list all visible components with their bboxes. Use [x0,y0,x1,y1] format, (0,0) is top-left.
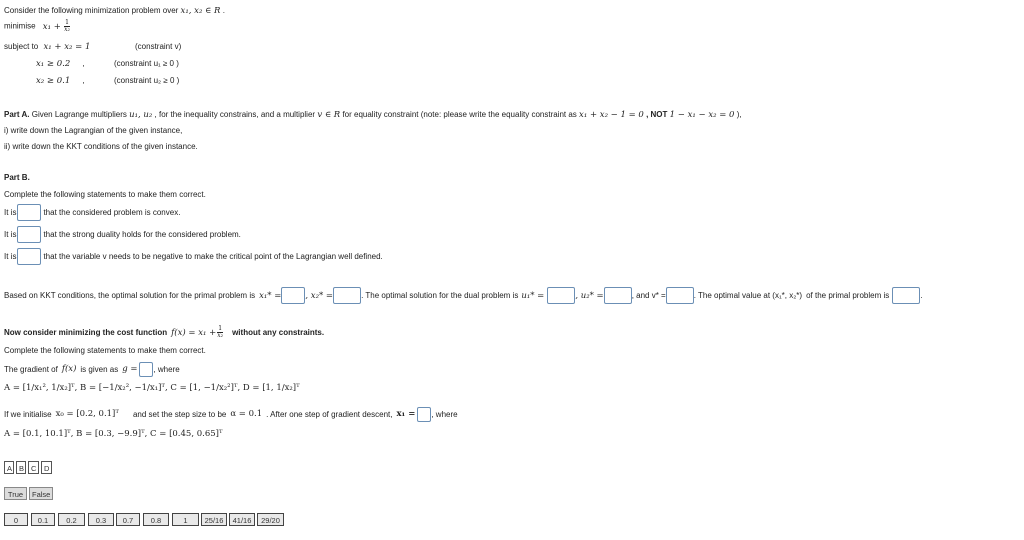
partc-title [4,326,324,339]
optimal-value-drop-zone[interactable] [892,287,923,304]
choice-0[interactable]: 0 [4,513,28,526]
x2-star-label: , x₂* = [305,290,334,301]
part-a-eq2: 1 − x₁ − x₂ = 0 [669,110,735,120]
part-a-item-2: ii) write down the KKT conditions of the given instance. [4,142,198,151]
choice-25-16[interactable]: 25/16 [201,513,227,526]
partc-title-1: Now consider minimizing the cost function [4,328,168,337]
v-star-drop-zone[interactable] [666,287,694,304]
x2-star-drop-zone[interactable] [333,287,361,304]
partc-frac-num: 1 [218,325,223,332]
objective-frac-num: 1 [65,19,69,26]
problem-intro [4,6,225,16]
partc-frac-den: x₂ [217,332,224,339]
kkt-text-5: . [920,291,923,300]
statement-2-text: that the strong duality holds for the considered problem. [43,229,241,239]
it-is-label: It is [4,229,17,239]
gradient-text-2: is given as [80,364,119,374]
choice-41-16[interactable]: 41/16 [229,513,255,526]
part-b-statement-3 [4,248,383,264]
choice-29-20[interactable]: 29/20 [257,513,284,526]
problem-intro-text: Consider the following minimization problem over [4,6,179,15]
choice-0-8[interactable]: 0.8 [143,513,169,526]
part-a-text [4,110,742,120]
statement-3-text: that the variable v needs to be negative to make the critical point of the Lagrangian well defined. [43,251,383,261]
choice-1[interactable]: 1 [172,513,199,526]
objective-frac-den: x₂ [64,26,70,33]
constraint-2-note: (constraint u₁ ≥ 0 ) [114,59,179,68]
it-is-label: It is [4,207,17,217]
constraint-1-note: (constraint v) [135,42,182,51]
gd-options: A = [0.1, 10.1]ᵀ, B = [0.3, −9.9]ᵀ, C = [0.45, 0.65]ᵀ [4,429,223,439]
constraint-2-sep: , [82,59,85,68]
gd-text-3: . After one step of gradient descent, [266,409,393,419]
choice-b[interactable]: B [16,461,26,474]
u2-star-drop-zone[interactable] [604,287,632,304]
objective-line [4,20,71,33]
choice-0-3[interactable]: 0.3 [88,513,114,526]
kkt-line [4,287,922,304]
choice-a[interactable]: A [4,461,14,474]
x1-star-drop-zone[interactable] [281,287,305,304]
constraint-3-note: (constraint u₂ ≥ 0 ) [114,76,180,85]
it-is-label: It is [4,251,17,261]
gd-line [4,407,458,421]
gradient-g: g = [122,364,138,374]
gradient-text-1: The gradient of [4,364,58,374]
gradient-text-3: , where [153,364,180,374]
gd-x0: x₀ = [0.2, 0.1]ᵀ [55,409,119,419]
objective-expr: x₁ + [42,21,61,32]
u1-star-drop-zone[interactable] [547,287,575,304]
part-b-statement-1 [4,204,180,220]
gradient-f: f(x) [61,364,77,374]
choice-0-2[interactable]: 0.2 [58,513,85,526]
gd-text-1: If we initialise [4,409,52,419]
kkt-text-4: of the primal problem is [806,291,890,300]
kkt-text-2: . The optimal solution for the dual problem is [361,291,519,300]
constraint-2 [36,59,85,69]
x1-star-label: x₁* = [259,290,282,301]
gradient-drop-zone[interactable] [139,362,153,377]
kkt-text-3: . The optimal value at (x₁*, x₂*) [693,291,803,300]
choice-c[interactable]: C [28,461,39,474]
subject-to-label [4,42,90,52]
choice-false[interactable]: False [29,487,53,500]
constraint-3-sep: , [82,76,85,85]
statement-1-text: that the considered problem is convex. [43,207,181,217]
v-star-label: , and v* = [631,291,666,300]
part-a-eq1: x₁ + x₂ − 1 = 0 [579,110,644,120]
choice-d[interactable]: D [41,461,52,474]
part-b-statement-2 [4,226,241,242]
constraint-3 [36,76,85,86]
choice-0-1[interactable]: 0.1 [31,513,55,526]
statement-3-drop-zone[interactable] [17,248,41,265]
kkt-text-1: Based on KKT conditions, the optimal solution for the primal problem is [4,291,256,300]
part-a-mult: u₁, u₂ [129,110,153,120]
objective-fraction [64,20,70,33]
minimise-label: minimise [4,21,36,31]
statement-1-drop-zone[interactable] [17,204,41,221]
gd-text-2: and set the step size to be [132,409,227,419]
part-a-not: , NOT [646,110,668,119]
subject-to-text: subject to [4,42,39,51]
partc-title-2: without any constraints. [232,328,325,337]
choice-0-7[interactable]: 0.7 [116,513,140,526]
problem-intro-vars: x₁, x₂ ∈ R [180,6,221,16]
gd-x1: x₁ = [396,409,416,419]
part-a-item-1: i) write down the Lagrangian of the given instance, [4,126,183,135]
gd-drop-zone[interactable] [417,407,431,422]
u2-star-label: , u₂* = [575,290,604,301]
constraint-3-expr: x₂ ≥ 0.1 [36,76,71,86]
statement-2-drop-zone[interactable] [17,226,41,243]
part-a-text2: , for the inequality constrains, and a multiplier [154,110,316,119]
part-a-text5: ), [736,110,742,119]
part-a-text3: for equality constraint (note: please write the equality constraint as [342,110,577,119]
constraint-2-expr: x₁ ≥ 0.2 [36,59,71,69]
gd-text-4: , where [431,409,458,419]
u1-star-label: u₁* = [521,290,545,301]
gradient-line [4,362,180,376]
partc-intro: Complete the following statements to make them correct. [4,346,206,355]
part-b-label: Part B. [4,173,30,182]
choice-true[interactable]: True [4,487,27,500]
part-a-text1: Given Lagrange multipliers [31,110,127,119]
part-a-vmult: v ∈ R [317,110,341,120]
constraint-1-expr: x₁ + x₂ = 1 [43,42,91,52]
gradient-options: A = [1/x₁², 1/x₂]ᵀ, B = [−1/x₂², −1/x₁]ᵀ, C = [1, −1/x₂²]ᵀ, D = [1, 1/x₂]ᵀ [4,383,300,393]
partc-fx: f(x) = x₁ + [171,327,217,338]
part-a-label: Part A. [4,110,30,119]
part-b-intro: Complete the following statements to make them correct. [4,190,206,199]
partc-fx-fraction [217,326,223,339]
gd-alpha: α = 0.1 [230,409,263,419]
problem-intro-end: . [222,6,225,15]
